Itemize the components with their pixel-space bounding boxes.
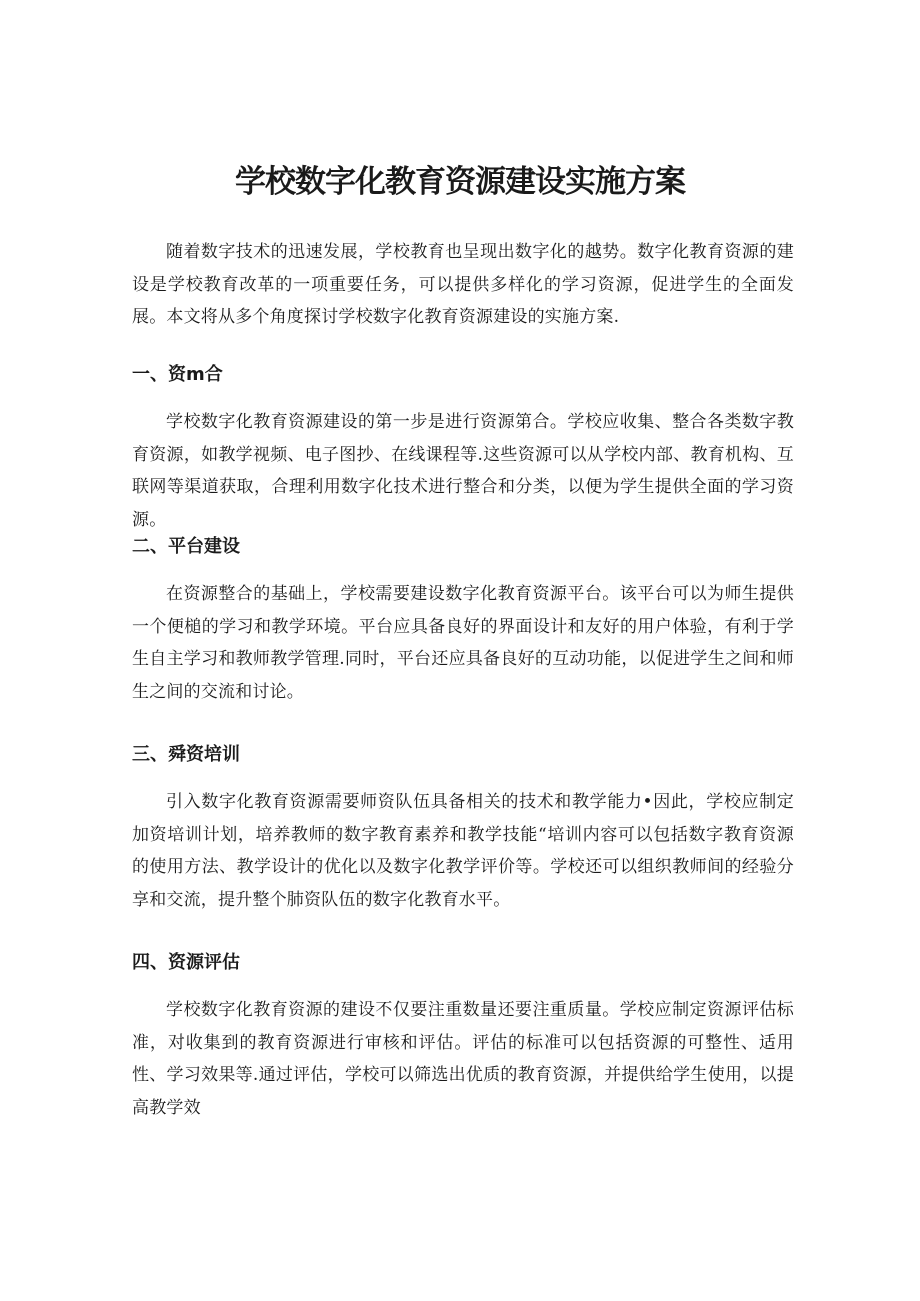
section-heading-4: 四、资源评估 (132, 952, 240, 973)
section-body-1: 学校数字化教育资源建设的第一步是进行资源第合。学校应收集、整合各类数字教育资源，如教学视频、电子图抄、在线课程等.这些资源可以从学校内部、教育机构、互联网等渠道获取，合理利用数字化技术进行整合和分类，以便为学生提供全面的学习资源。 (132, 412, 794, 530)
section-body-4: 学校数字化教育资源的建设不仅要注重数量还要注重质量。学校应制定资源评估标准，对收集到的教育资源进行审核和评估。评估的标准可以包括资源的可整性、适用性、学习效果等.通过评估，学校可以筛选出优质的教育资源，并提供给学生使用，以提高教学效 (132, 1000, 794, 1118)
section-heading-2: 二、平台建设 (132, 536, 240, 557)
document-title: 学校数字化教育资源建设实施方案 (235, 164, 685, 200)
section-body-3: 引入数字化教育资源需要师资队伍具备相关的技术和教学能力•因此，学校应制定加资培训计划，培养教师的数字教育素养和教学技能“培训内容可以包括数字教育资源的使用方法、教学设计的优化以及数字化教学评价等。学校还可以组织教师间的经验分享和交流，提升整个肺资队伍的数字化教育水平。 (132, 792, 794, 910)
section-heading-3: 三、舜资培训 (132, 744, 240, 765)
section-heading-1: 一、资m合 (132, 364, 223, 385)
intro-paragraph: 随着数字技术的迅速发展，学校教育也呈现出数字化的越势。数字化教育资源的建设是学校教育改革的一项重要任务，可以提供多样化的学习资源，促进学生的全面发展。本文将从多个角度探讨学校数字化教育资源建设的实施方案. (132, 242, 794, 327)
section-body-2: 在资源整合的基础上，学校需要建设数字化教育资源平台。该平台可以为师生提供一个便槌的学习和教学环境。平台应具备良好的界面设计和友好的用户体验，有利于学生自主学习和教师教学管理.同时，平台还应具备良好的互动功能，以促进学生之间和师生之间的交流和讨论。 (132, 584, 794, 702)
